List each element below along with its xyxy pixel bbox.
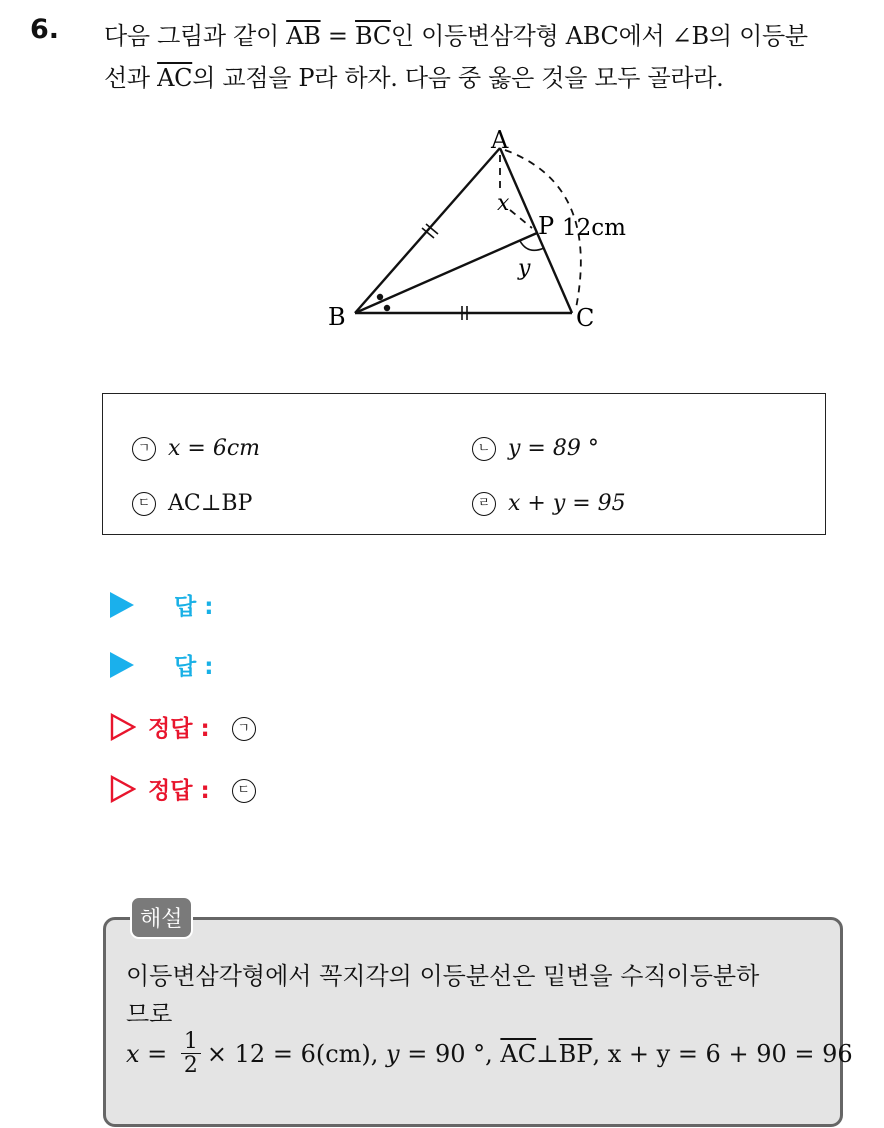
label-p: P <box>538 212 555 240</box>
perp-symbol: ⊥ <box>536 1039 559 1068</box>
bisector-bp <box>355 233 537 313</box>
choice-3 <box>132 491 252 516</box>
question-text: 선과 <box>104 64 158 92</box>
segment-bp: $\overline{BP}$ <box>558 1039 593 1068</box>
solution-var: x <box>126 1039 140 1068</box>
solution-text: = 90 °, <box>399 1039 501 1068</box>
solution-tag: 해설 <box>130 896 193 939</box>
answer-blank-2 <box>110 648 213 681</box>
angle-dot-upper <box>377 294 383 300</box>
label-y: y <box>518 256 531 281</box>
question-line-2 <box>104 58 723 93</box>
correct-value: ㄷ <box>232 779 256 803</box>
question-number: 6. <box>30 14 60 45</box>
correct-answer-2 <box>110 772 256 805</box>
play-outline-icon <box>110 775 136 803</box>
question-line-1 <box>104 16 808 51</box>
choice-mark: ㄴ <box>472 437 496 461</box>
question-text: 의 교점을 P라 하자. 다음 중 옳은 것을 모두 골라라. <box>192 64 724 92</box>
solution-line-1: 이등변삼각형에서 꼭지각의 이등분선은 밑변을 수직이등분하 <box>126 962 760 990</box>
answer-label: 답 : <box>174 594 214 620</box>
choice-1 <box>132 436 260 461</box>
answer-label: 답 : <box>174 654 214 680</box>
correct-value: ㄱ <box>232 717 256 741</box>
solution-text: = <box>139 1039 175 1068</box>
choice-2 <box>472 436 599 461</box>
label-a: A <box>491 126 509 154</box>
play-icon <box>110 652 134 678</box>
label-length: 12cm <box>562 215 626 241</box>
angle-dot-lower <box>384 305 390 311</box>
play-icon <box>110 592 134 618</box>
solution-line-2: 므로 <box>126 1000 173 1028</box>
equals-sign: = <box>320 22 356 50</box>
choice-mark: ㄱ <box>132 437 156 461</box>
fraction-denominator: 2 <box>183 1053 198 1079</box>
choice-text: y = 89 ° <box>508 436 599 461</box>
label-c: C <box>576 304 595 332</box>
choice-text: AC⊥BP <box>168 491 253 516</box>
choice-4 <box>472 491 626 516</box>
solution-line-3 <box>126 1030 853 1077</box>
triangle-figure <box>300 120 660 340</box>
correct-answer-1 <box>110 710 256 743</box>
label-b: B <box>328 303 346 331</box>
play-outline-icon <box>110 713 136 741</box>
question-text: 다음 그림과 같이 <box>104 22 287 50</box>
solution-var: y <box>386 1039 400 1068</box>
segment-ac: $\overline{AC}$ <box>157 64 193 92</box>
fraction <box>181 1030 201 1077</box>
question-text: 인 이등변삼각형 ABC에서 ∠B의 이등분 <box>390 22 808 50</box>
choice-mark: ㄷ <box>132 492 156 516</box>
fraction-numerator: 1 <box>181 1030 201 1054</box>
answer-blank-1 <box>110 588 213 621</box>
solution-text: , x + y = 6 + 90 = 96 <box>592 1039 853 1068</box>
solution-text: × 12 = 6(cm), <box>206 1039 387 1068</box>
correct-label: 정답 : <box>148 778 210 804</box>
side-ab <box>355 148 500 313</box>
choice-mark: ㄹ <box>472 492 496 516</box>
segment-ac: $\overline{AC}$ <box>500 1039 537 1068</box>
segment-ab: $\overline{AB}$ <box>286 22 321 50</box>
choice-text: x + y = 95 <box>508 491 626 516</box>
choice-text: x = 6cm <box>168 436 261 461</box>
correct-label: 정답 : <box>148 716 210 742</box>
solution-box <box>103 917 843 1127</box>
segment-bc: $\overline{BC}$ <box>355 22 391 50</box>
label-x: x <box>497 191 510 216</box>
